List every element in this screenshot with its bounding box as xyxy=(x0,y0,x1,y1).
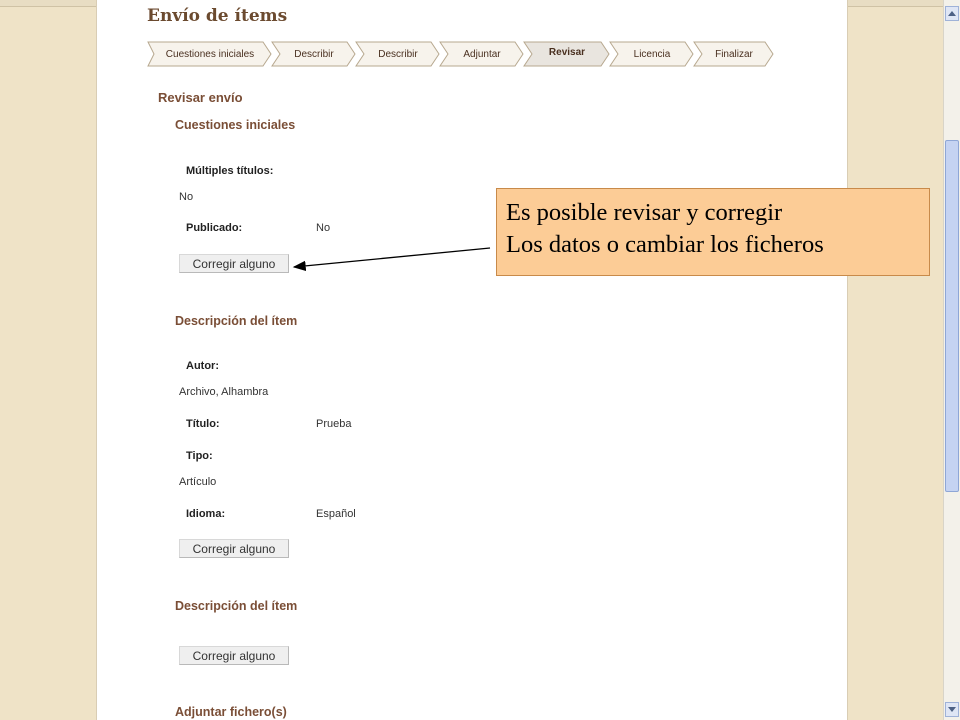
author-value: Archivo, Alhambra xyxy=(179,386,269,398)
scrollbar-thumb[interactable] xyxy=(945,140,959,492)
review-heading: Revisar envío xyxy=(158,90,243,105)
scroll-down-arrow-icon[interactable] xyxy=(945,702,959,717)
correct-description-button[interactable]: Corregir alguno xyxy=(179,539,289,558)
callout-line-2: Los datos o cambiar los ficheros xyxy=(506,231,824,258)
vertical-scrollbar[interactable] xyxy=(943,0,960,720)
correct-description-2-button[interactable]: Corregir alguno xyxy=(179,646,289,665)
step-label: Cuestiones iniciales xyxy=(165,48,255,60)
published-label: Publicado: xyxy=(186,222,243,234)
language-value: Español xyxy=(316,508,356,520)
step-label: Describir xyxy=(378,48,418,60)
type-label: Tipo: xyxy=(186,450,213,462)
item-description-heading-2: Descripción del ítem xyxy=(175,599,298,613)
title-value: Prueba xyxy=(316,418,352,430)
page-title: Envío de ítems xyxy=(147,6,288,26)
step-label: Finalizar xyxy=(715,48,753,60)
annotation-callout xyxy=(496,188,930,276)
attach-files-heading: Adjuntar fichero(s) xyxy=(175,705,287,719)
step-label: Revisar xyxy=(548,46,586,58)
scroll-up-arrow-icon[interactable] xyxy=(945,6,959,21)
step-label: Adjuntar xyxy=(463,48,501,60)
correct-initial-button[interactable]: Corregir alguno xyxy=(179,254,289,273)
step-label: Describir xyxy=(294,48,334,60)
multiple-titles-value: No xyxy=(179,191,194,203)
type-value: Artículo xyxy=(179,476,217,488)
callout-line-1: Es posible revisar y corregir xyxy=(506,199,783,226)
step-label: Licencia xyxy=(633,48,671,60)
language-label: Idioma: xyxy=(186,508,226,520)
title-label: Título: xyxy=(186,418,220,430)
item-description-heading: Descripción del ítem xyxy=(175,314,298,328)
initial-questions-heading: Cuestiones iniciales xyxy=(175,118,296,132)
author-label: Autor: xyxy=(186,360,219,372)
multiple-titles-label: Múltiples títulos: xyxy=(186,165,274,177)
published-value: No xyxy=(316,222,331,234)
